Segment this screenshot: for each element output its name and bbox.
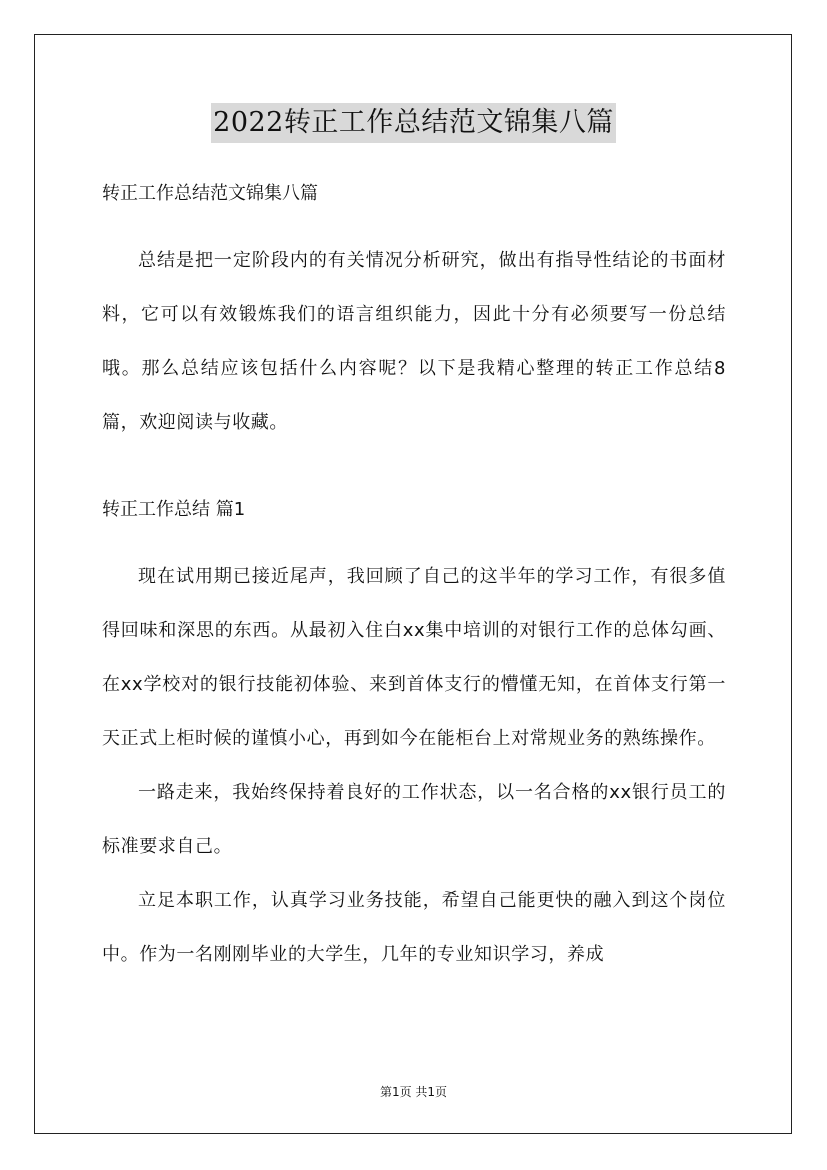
section-heading: 转正工作总结 篇1	[102, 499, 246, 520]
document-title: 2022转正工作总结范文锦集八篇	[211, 103, 616, 143]
page-footer: 第1页 共1页	[379, 1085, 448, 1099]
intro-paragraph: 总结是把一定阶段内的有关情况分析研究，做出有指导性结论的书面材料，它可以有效锻炼我们的语言组织能力，因此十分有必须要写一份总结哦。那么总结应该包括什么内容呢？以下是我精心整理的转正工作总结8篇，欢迎阅读与收藏。	[102, 250, 726, 433]
body-paragraph: 一路走来，我始终保持着良好的工作状态，以一名合格的xx银行员工的标准要求自己。	[102, 782, 726, 857]
body-paragraph: 立足本职工作，认真学习业务技能，希望自己能更快的融入到这个岗位中。作为一名刚刚毕业的大学生，几年的专业知识学习，养成	[102, 890, 726, 965]
title-container	[0, 103, 827, 143]
document-subtitle: 转正工作总结范文锦集八篇	[102, 183, 318, 204]
document-body	[102, 176, 726, 982]
body-paragraph: 现在试用期已接近尾声，我回顾了自己的这半年的学习工作，有很多值得回味和深思的东西。从最初入住白xx集中培训的对银行工作的总体勾画、在xx学校对的银行技能初体验、来到首体支行的懵懂无知，在首体支行第一天正式上柜时候的谨慎小心，再到如今在能柜台上对常规业务的熟练操作。	[102, 566, 726, 749]
